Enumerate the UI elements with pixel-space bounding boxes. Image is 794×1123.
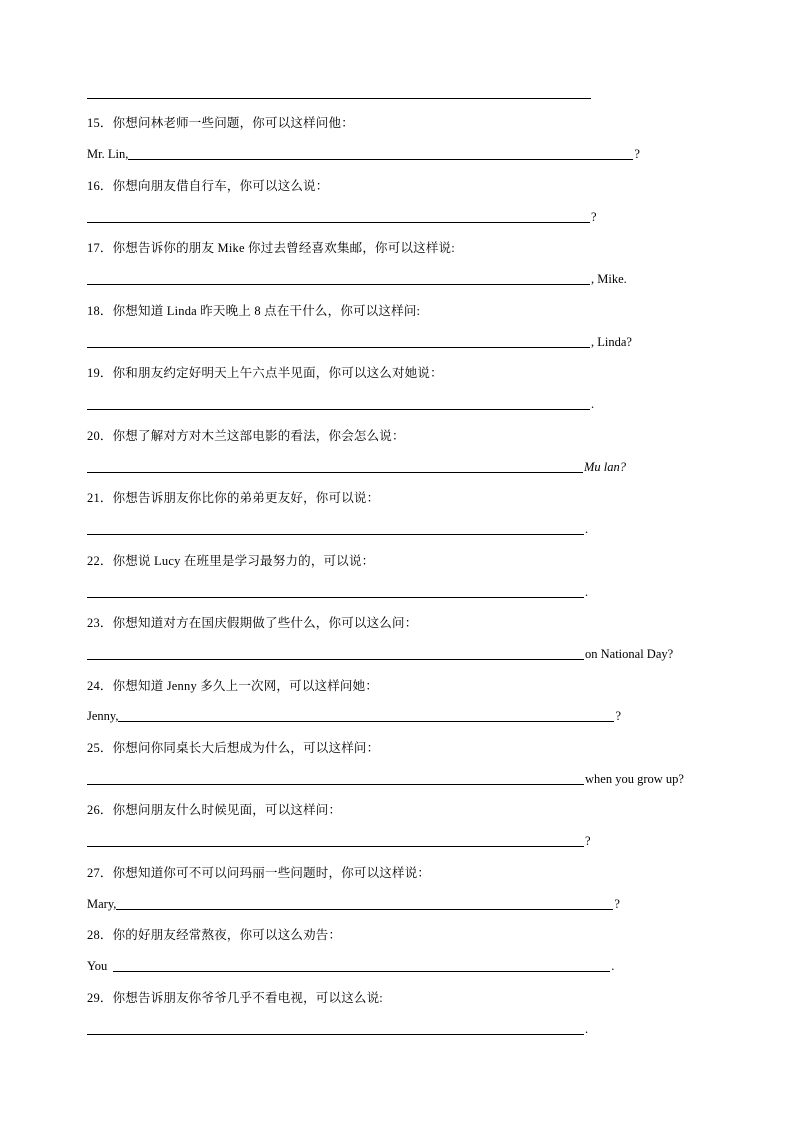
answer-suffix: . bbox=[585, 1022, 589, 1036]
answer-suffix: ? bbox=[591, 210, 597, 224]
answer-line-24 bbox=[87, 707, 621, 725]
question-prompt: 你想知道你可不可以问玛丽一些问题时，你可以这样说： bbox=[112, 866, 431, 880]
question-26 bbox=[87, 801, 341, 819]
answer-suffix: ? bbox=[614, 897, 620, 911]
question-number: 24． bbox=[87, 679, 113, 693]
answer-line-23 bbox=[87, 645, 673, 663]
question-prompt: 你想问你同桌长大后想成为什么，可以这样问： bbox=[112, 741, 380, 755]
question-prompt: 你想知道 Linda 昨天晚上 8 点在干什么，你可以这样问: bbox=[112, 304, 421, 318]
question-number: 25． bbox=[87, 741, 113, 755]
question-20 bbox=[87, 427, 405, 445]
question-number: 26． bbox=[87, 803, 113, 817]
answer-line-15 bbox=[87, 145, 640, 163]
answer-blank[interactable] bbox=[87, 272, 590, 285]
answer-prefix: Mr. Lin, bbox=[87, 147, 129, 161]
answer-line-27 bbox=[87, 895, 620, 913]
answer-blank[interactable] bbox=[87, 585, 584, 598]
question-25 bbox=[87, 739, 379, 757]
question-27 bbox=[87, 864, 430, 882]
question-24 bbox=[87, 677, 378, 695]
question-prompt: 你想向朋友借自行车，你可以这么说： bbox=[112, 179, 329, 193]
answer-suffix: . bbox=[611, 959, 615, 973]
answer-line-22 bbox=[87, 583, 588, 601]
question-16 bbox=[87, 177, 329, 195]
answer-line-16 bbox=[87, 208, 597, 226]
answer-blank[interactable] bbox=[116, 897, 613, 910]
answer-suffix: , Linda? bbox=[591, 335, 632, 349]
answer-suffix: . bbox=[585, 522, 589, 536]
question-prompt: 你和朋友约定好明天上午六点半见面，你可以这么对她说： bbox=[112, 366, 443, 380]
question-number: 16． bbox=[87, 179, 113, 193]
answer-suffix: Mu lan? bbox=[584, 460, 627, 474]
answer-blank[interactable] bbox=[118, 709, 614, 722]
answer-suffix: . bbox=[585, 585, 589, 599]
answer-suffix: ? bbox=[615, 709, 622, 723]
answer-line-20 bbox=[87, 458, 626, 476]
answer-line-19 bbox=[87, 395, 594, 413]
answer-prefix: Jenny, bbox=[87, 709, 119, 723]
question-number: 17． bbox=[87, 241, 113, 255]
answer-prefix: You bbox=[87, 959, 108, 973]
question-prompt: 你想说 Lucy 在班里是学习最努力的，可以说： bbox=[112, 554, 375, 568]
question-22 bbox=[87, 552, 374, 570]
question-number: 22． bbox=[87, 554, 113, 568]
answer-suffix: . bbox=[591, 397, 595, 411]
answer-blank[interactable] bbox=[87, 397, 590, 410]
question-29 bbox=[87, 989, 383, 1007]
answer-suffix: ? bbox=[585, 834, 591, 848]
answer-blank[interactable] bbox=[87, 460, 583, 473]
answer-line-21 bbox=[87, 520, 588, 538]
question-number: 19． bbox=[87, 366, 113, 380]
question-number: 15． bbox=[87, 116, 113, 130]
question-prompt: 你想问林老师一些问题，你可以这样问他： bbox=[112, 116, 354, 130]
question-number: 18． bbox=[87, 304, 113, 318]
answer-blank[interactable] bbox=[87, 522, 584, 535]
question-15 bbox=[87, 114, 354, 132]
answer-blank[interactable] bbox=[87, 772, 584, 785]
question-prompt: 你想了解对方对木兰这部电影的看法，你会怎么说： bbox=[112, 429, 405, 443]
answer-line-18 bbox=[87, 333, 632, 351]
question-19 bbox=[87, 364, 443, 382]
question-18 bbox=[87, 302, 420, 320]
answer-blank[interactable] bbox=[87, 210, 590, 223]
answer-suffix: when you grow up? bbox=[585, 772, 684, 786]
question-23 bbox=[87, 614, 417, 632]
answer-suffix: on National Day? bbox=[585, 647, 674, 661]
question-number: 20． bbox=[87, 429, 113, 443]
question-28 bbox=[87, 926, 341, 944]
question-prompt: 你想知道对方在国庆假期做了些什么，你可以这么问： bbox=[112, 616, 418, 630]
answer-suffix: , Mike. bbox=[591, 272, 627, 286]
question-number: 29． bbox=[87, 991, 113, 1005]
question-prompt: 你的好朋友经常熬夜，你可以这么劝告： bbox=[112, 928, 342, 942]
question-prompt: 你想告诉你的朋友 Mike 你过去曾经喜欢集邮，你可以这样说: bbox=[112, 241, 455, 255]
answer-blank[interactable] bbox=[87, 834, 584, 847]
answer-line-26 bbox=[87, 832, 591, 850]
question-number: 27． bbox=[87, 866, 113, 880]
answer-blank[interactable] bbox=[113, 959, 610, 972]
answer-line-25 bbox=[87, 770, 684, 788]
answer-suffix: ? bbox=[634, 147, 640, 161]
answer-blank[interactable] bbox=[87, 647, 584, 660]
answer-line-29 bbox=[87, 1020, 588, 1038]
answer-line-17 bbox=[87, 270, 627, 288]
question-number: 21． bbox=[87, 491, 113, 505]
answer-prefix: Mary, bbox=[87, 897, 117, 911]
question-prompt: 你想知道 Jenny 多久上一次网，可以这样问她： bbox=[112, 679, 379, 693]
answer-blank[interactable] bbox=[87, 1022, 584, 1035]
answer-line-28 bbox=[87, 957, 614, 975]
question-prompt: 你想告诉朋友你比你的弟弟更友好，你可以说： bbox=[112, 491, 380, 505]
question-prompt: 你想告诉朋友你爷爷几乎不看电视，可以这么说: bbox=[112, 991, 383, 1005]
question-prompt: 你想问朋友什么时候见面，可以这样问： bbox=[112, 803, 342, 817]
answer-blank[interactable] bbox=[128, 147, 633, 160]
answer-blank[interactable] bbox=[87, 335, 590, 348]
answer-blank-line bbox=[87, 98, 591, 99]
question-number: 23． bbox=[87, 616, 113, 630]
question-17 bbox=[87, 239, 455, 257]
question-21 bbox=[87, 489, 379, 507]
question-number: 28． bbox=[87, 928, 113, 942]
